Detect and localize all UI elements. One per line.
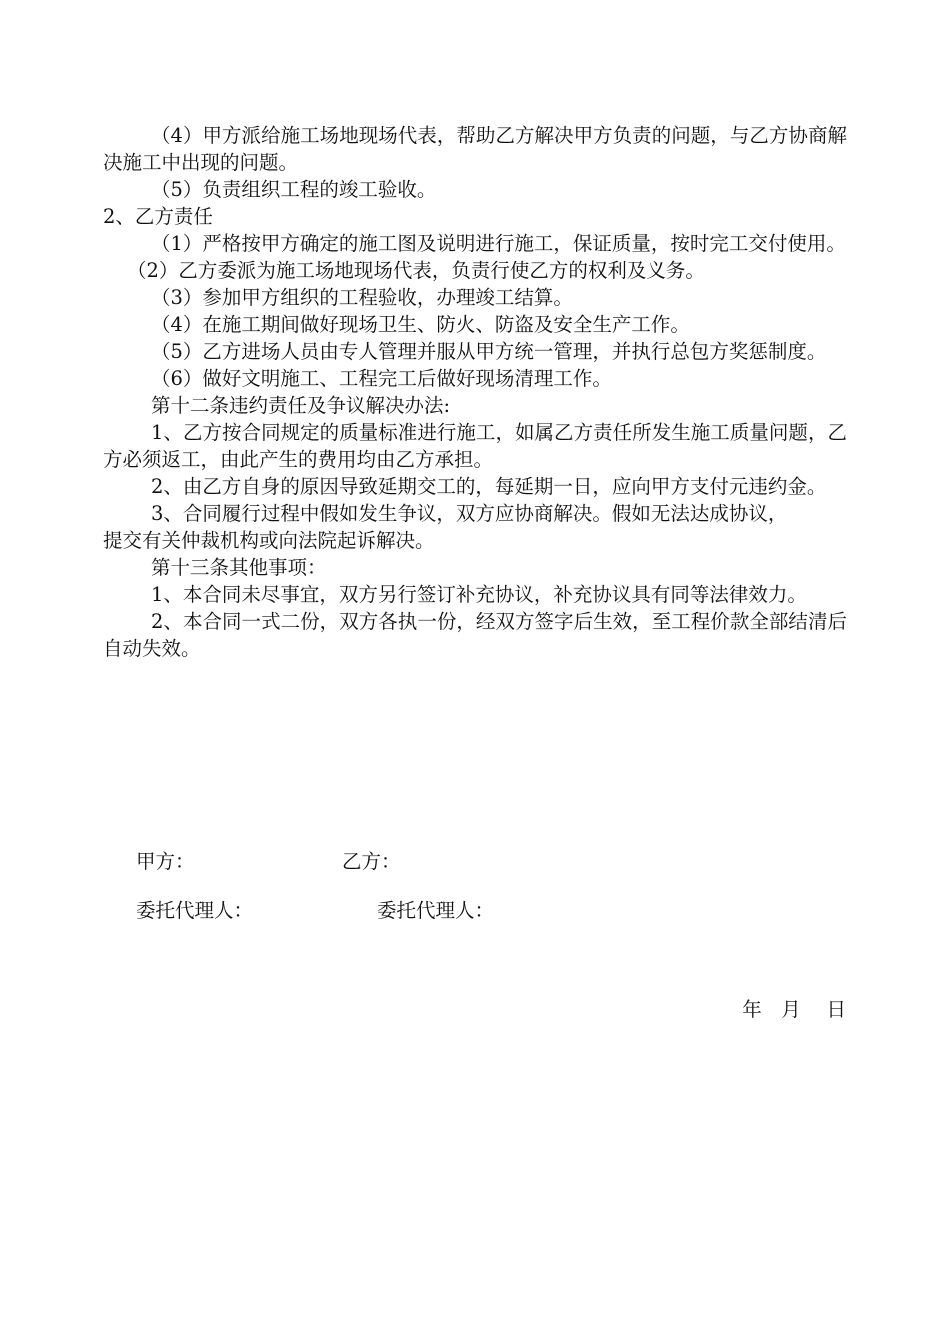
paragraph: 3、合同履行过程中假如发生争议，双方应协商解决。假如无法达成协议， [151, 502, 788, 525]
paragraph: 2、由乙方自身的原因导致延期交工的，每延期一日，应向甲方支付元违约金。 [151, 475, 827, 498]
paragraph: 第十二条违约责任及争议解决办法: [151, 394, 451, 417]
party-a-label: 甲方： [136, 850, 195, 873]
paragraph: 提交有关仲裁机构或向法院起诉解决。 [103, 529, 435, 552]
agent-a-label: 委托代理人： [136, 899, 254, 922]
paragraph: （1）严格按甲方确定的施工图及说明进行施工，保证质量，按时完工交付使用。 [151, 232, 846, 255]
paragraph: （6）做好文明施工、工程完工后做好现场清理工作。 [151, 367, 612, 390]
paragraph: 2、乙方责任 [103, 205, 213, 228]
agent-b-label: 委托代理人： [377, 899, 495, 922]
paragraph: （2）乙方委派为施工场地现场代表，负责行使乙方的权利及义务。 [127, 259, 705, 282]
contract-body [103, 122, 847, 662]
paragraph: （4）在施工期间做好现场卫生、防火、防盗及安全生产工作。 [151, 313, 690, 336]
paragraph: 第十三条其他事项： [151, 556, 327, 579]
paragraph: （3）参加甲方组织的工程验收，办理竣工结算。 [151, 286, 573, 309]
paragraph: （5）乙方进场人员由专人管理并服从甲方统一管理，并执行总包方奖惩制度。 [151, 340, 827, 363]
date-label: 年 月 日 [742, 998, 846, 1021]
paragraph: 1、本合同未尽事宜，双方另行签订补充协议，补充协议具有同等法律效力。 [151, 583, 807, 606]
paragraph: 1、乙方按合同规定的质量标准进行施工，如属乙方责任所发生施工质量问题，乙方必须返工，由此产生的费用均由乙方承担。 [103, 421, 847, 471]
paragraph: （4）甲方派给施工场地现场代表，帮助乙方解决甲方负责的问题，与乙方协商解决施工中出现的问题。 [103, 124, 847, 174]
paragraph: 2、本合同一式二份，双方各执一份，经双方签字后生效，至工程价款全部结清后自动失效。 [103, 610, 847, 660]
party-b-label: 乙方： [342, 850, 401, 873]
paragraph: （5）负责组织工程的竣工验收。 [151, 178, 437, 201]
